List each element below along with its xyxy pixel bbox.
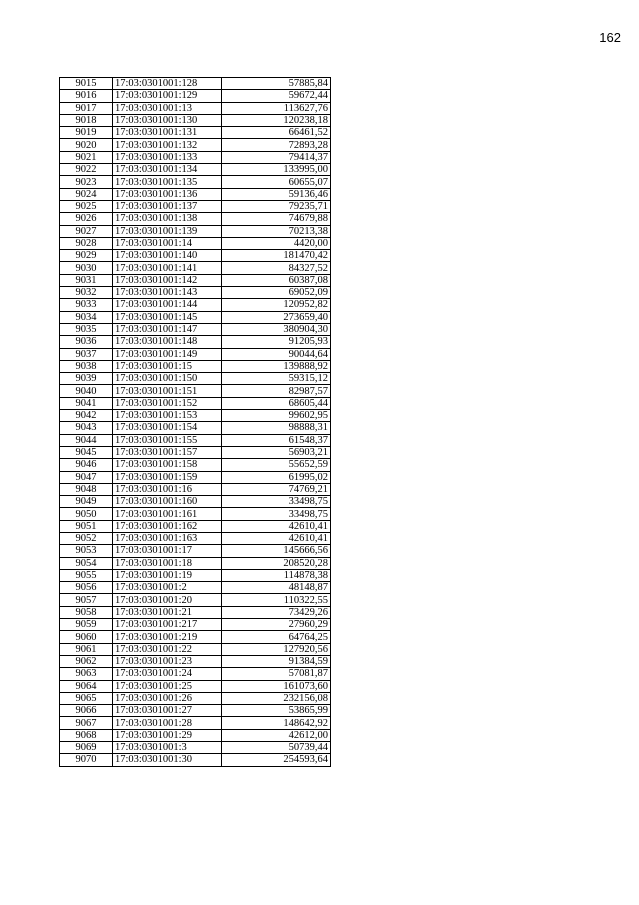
value-cell: 4420,00 xyxy=(222,237,331,249)
row-number-cell: 9042 xyxy=(60,410,113,422)
cadastral-number-cell: 17:03:0301001:24 xyxy=(113,668,222,680)
row-number-cell: 9035 xyxy=(60,323,113,335)
cadastral-number-cell: 17:03:0301001:151 xyxy=(113,385,222,397)
cadastral-number-cell: 17:03:0301001:134 xyxy=(113,164,222,176)
cadastral-number-cell: 17:03:0301001:128 xyxy=(113,78,222,90)
table-row xyxy=(60,434,331,446)
value-cell: 42610,41 xyxy=(222,520,331,532)
value-cell: 120238,18 xyxy=(222,114,331,126)
row-number-cell: 9058 xyxy=(60,606,113,618)
row-number-cell: 9029 xyxy=(60,250,113,262)
value-cell: 98888,31 xyxy=(222,422,331,434)
value-cell: 68605,44 xyxy=(222,397,331,409)
cadastral-number-cell: 17:03:0301001:139 xyxy=(113,225,222,237)
table-row xyxy=(60,311,331,323)
row-number-cell: 9017 xyxy=(60,102,113,114)
row-number-cell: 9049 xyxy=(60,496,113,508)
row-number-cell: 9025 xyxy=(60,200,113,212)
table-row xyxy=(60,114,331,126)
value-cell: 139888,92 xyxy=(222,360,331,372)
value-cell: 70213,38 xyxy=(222,225,331,237)
value-cell: 161073,60 xyxy=(222,680,331,692)
value-cell: 254593,64 xyxy=(222,754,331,766)
value-cell: 79414,37 xyxy=(222,151,331,163)
table-row xyxy=(60,410,331,422)
cadastral-number-cell: 17:03:0301001:15 xyxy=(113,360,222,372)
cadastral-number-cell: 17:03:0301001:16 xyxy=(113,483,222,495)
value-cell: 59315,12 xyxy=(222,373,331,385)
cadastral-number-cell: 17:03:0301001:152 xyxy=(113,397,222,409)
row-number-cell: 9021 xyxy=(60,151,113,163)
row-number-cell: 9032 xyxy=(60,287,113,299)
table-row xyxy=(60,250,331,262)
value-cell: 91384,59 xyxy=(222,655,331,667)
table-row xyxy=(60,606,331,618)
value-cell: 27960,29 xyxy=(222,619,331,631)
row-number-cell: 9051 xyxy=(60,520,113,532)
cadastral-number-cell: 17:03:0301001:137 xyxy=(113,200,222,212)
row-number-cell: 9023 xyxy=(60,176,113,188)
table-row xyxy=(60,705,331,717)
cadastral-number-cell: 17:03:0301001:19 xyxy=(113,569,222,581)
row-number-cell: 9050 xyxy=(60,508,113,520)
table-row xyxy=(60,582,331,594)
row-number-cell: 9056 xyxy=(60,582,113,594)
value-cell: 110322,55 xyxy=(222,594,331,606)
row-number-cell: 9015 xyxy=(60,78,113,90)
cadastral-number-cell: 17:03:0301001:144 xyxy=(113,299,222,311)
table-row xyxy=(60,78,331,90)
row-number-cell: 9031 xyxy=(60,274,113,286)
value-cell: 61548,37 xyxy=(222,434,331,446)
value-cell: 61995,02 xyxy=(222,471,331,483)
table-row xyxy=(60,471,331,483)
table-row xyxy=(60,274,331,286)
row-number-cell: 9057 xyxy=(60,594,113,606)
row-number-cell: 9061 xyxy=(60,643,113,655)
value-cell: 74679,88 xyxy=(222,213,331,225)
table-row xyxy=(60,127,331,139)
value-cell: 91205,93 xyxy=(222,336,331,348)
table-row xyxy=(60,262,331,274)
table-row xyxy=(60,655,331,667)
table-row xyxy=(60,102,331,114)
cadastral-number-cell: 17:03:0301001:145 xyxy=(113,311,222,323)
table-row xyxy=(60,299,331,311)
row-number-cell: 9027 xyxy=(60,225,113,237)
row-number-cell: 9036 xyxy=(60,336,113,348)
cadastral-number-cell: 17:03:0301001:149 xyxy=(113,348,222,360)
cadastral-number-cell: 17:03:0301001:132 xyxy=(113,139,222,151)
row-number-cell: 9038 xyxy=(60,360,113,372)
row-number-cell: 9053 xyxy=(60,545,113,557)
cadastral-number-cell: 17:03:0301001:26 xyxy=(113,692,222,704)
table-row xyxy=(60,336,331,348)
cadastral-number-cell: 17:03:0301001:155 xyxy=(113,434,222,446)
row-number-cell: 9055 xyxy=(60,569,113,581)
cadastral-number-cell: 17:03:0301001:13 xyxy=(113,102,222,114)
row-number-cell: 9020 xyxy=(60,139,113,151)
value-cell: 90044,64 xyxy=(222,348,331,360)
row-number-cell: 9039 xyxy=(60,373,113,385)
value-cell: 59672,44 xyxy=(222,90,331,102)
value-cell: 57081,87 xyxy=(222,668,331,680)
row-number-cell: 9064 xyxy=(60,680,113,692)
row-number-cell: 9070 xyxy=(60,754,113,766)
value-cell: 127920,56 xyxy=(222,643,331,655)
table-body xyxy=(60,78,331,767)
cadastral-number-cell: 17:03:0301001:143 xyxy=(113,287,222,299)
cadastral-number-cell: 17:03:0301001:163 xyxy=(113,532,222,544)
value-cell: 145666,56 xyxy=(222,545,331,557)
row-number-cell: 9030 xyxy=(60,262,113,274)
row-number-cell: 9047 xyxy=(60,471,113,483)
cadastral-number-cell: 17:03:0301001:148 xyxy=(113,336,222,348)
value-cell: 55652,59 xyxy=(222,459,331,471)
table-row xyxy=(60,557,331,569)
row-number-cell: 9067 xyxy=(60,717,113,729)
table-row xyxy=(60,742,331,754)
row-number-cell: 9018 xyxy=(60,114,113,126)
cadastral-number-cell: 17:03:0301001:131 xyxy=(113,127,222,139)
row-number-cell: 9059 xyxy=(60,619,113,631)
value-cell: 59136,46 xyxy=(222,188,331,200)
value-cell: 99602,95 xyxy=(222,410,331,422)
cadastral-number-cell: 17:03:0301001:133 xyxy=(113,151,222,163)
row-number-cell: 9022 xyxy=(60,164,113,176)
table-row xyxy=(60,545,331,557)
table-row xyxy=(60,188,331,200)
value-cell: 73429,26 xyxy=(222,606,331,618)
cadastral-number-cell: 17:03:0301001:28 xyxy=(113,717,222,729)
table-row xyxy=(60,287,331,299)
row-number-cell: 9068 xyxy=(60,729,113,741)
table-row xyxy=(60,496,331,508)
cadastral-number-cell: 17:03:0301001:130 xyxy=(113,114,222,126)
row-number-cell: 9052 xyxy=(60,532,113,544)
cadastral-number-cell: 17:03:0301001:2 xyxy=(113,582,222,594)
cadastral-number-cell: 17:03:0301001:161 xyxy=(113,508,222,520)
table-row xyxy=(60,532,331,544)
table-row xyxy=(60,459,331,471)
table-row xyxy=(60,373,331,385)
row-number-cell: 9065 xyxy=(60,692,113,704)
table-row xyxy=(60,754,331,766)
cadastral-number-cell: 17:03:0301001:27 xyxy=(113,705,222,717)
row-number-cell: 9033 xyxy=(60,299,113,311)
cadastral-number-cell: 17:03:0301001:18 xyxy=(113,557,222,569)
cadastral-number-cell: 17:03:0301001:3 xyxy=(113,742,222,754)
value-cell: 33498,75 xyxy=(222,496,331,508)
value-cell: 50739,44 xyxy=(222,742,331,754)
cadastral-number-cell: 17:03:0301001:154 xyxy=(113,422,222,434)
cadastral-number-cell: 17:03:0301001:138 xyxy=(113,213,222,225)
table-row xyxy=(60,508,331,520)
row-number-cell: 9028 xyxy=(60,237,113,249)
row-number-cell: 9069 xyxy=(60,742,113,754)
cadastral-value-table xyxy=(59,77,331,767)
value-cell: 84327,52 xyxy=(222,262,331,274)
value-cell: 273659,40 xyxy=(222,311,331,323)
table-row xyxy=(60,237,331,249)
table-row xyxy=(60,139,331,151)
table-row xyxy=(60,360,331,372)
row-number-cell: 9041 xyxy=(60,397,113,409)
table-row xyxy=(60,348,331,360)
row-number-cell: 9037 xyxy=(60,348,113,360)
table-row xyxy=(60,729,331,741)
cadastral-number-cell: 17:03:0301001:159 xyxy=(113,471,222,483)
table-row xyxy=(60,323,331,335)
cadastral-number-cell: 17:03:0301001:140 xyxy=(113,250,222,262)
table-row xyxy=(60,594,331,606)
table-row xyxy=(60,680,331,692)
table-row xyxy=(60,520,331,532)
cadastral-number-cell: 17:03:0301001:21 xyxy=(113,606,222,618)
cadastral-number-cell: 17:03:0301001:25 xyxy=(113,680,222,692)
table-row xyxy=(60,225,331,237)
row-number-cell: 9016 xyxy=(60,90,113,102)
value-cell: 53865,99 xyxy=(222,705,331,717)
cadastral-number-cell: 17:03:0301001:29 xyxy=(113,729,222,741)
value-cell: 69052,09 xyxy=(222,287,331,299)
cadastral-number-cell: 17:03:0301001:129 xyxy=(113,90,222,102)
row-number-cell: 9040 xyxy=(60,385,113,397)
row-number-cell: 9034 xyxy=(60,311,113,323)
table-row xyxy=(60,90,331,102)
row-number-cell: 9026 xyxy=(60,213,113,225)
row-number-cell: 9054 xyxy=(60,557,113,569)
cadastral-number-cell: 17:03:0301001:147 xyxy=(113,323,222,335)
cadastral-number-cell: 17:03:0301001:162 xyxy=(113,520,222,532)
row-number-cell: 9048 xyxy=(60,483,113,495)
value-cell: 113627,76 xyxy=(222,102,331,114)
table-row xyxy=(60,631,331,643)
cadastral-number-cell: 17:03:0301001:219 xyxy=(113,631,222,643)
value-cell: 133995,00 xyxy=(222,164,331,176)
table-row xyxy=(60,483,331,495)
value-cell: 42610,41 xyxy=(222,532,331,544)
value-cell: 208520,28 xyxy=(222,557,331,569)
table-row xyxy=(60,619,331,631)
value-cell: 48148,87 xyxy=(222,582,331,594)
table-row xyxy=(60,213,331,225)
value-cell: 66461,52 xyxy=(222,127,331,139)
value-cell: 148642,92 xyxy=(222,717,331,729)
cadastral-number-cell: 17:03:0301001:153 xyxy=(113,410,222,422)
table-row xyxy=(60,569,331,581)
table-row xyxy=(60,164,331,176)
value-cell: 79235,71 xyxy=(222,200,331,212)
row-number-cell: 9024 xyxy=(60,188,113,200)
value-cell: 60655,07 xyxy=(222,176,331,188)
value-cell: 82987,57 xyxy=(222,385,331,397)
value-cell: 380904,30 xyxy=(222,323,331,335)
value-cell: 120952,82 xyxy=(222,299,331,311)
row-number-cell: 9019 xyxy=(60,127,113,139)
value-cell: 57885,84 xyxy=(222,78,331,90)
table-row xyxy=(60,643,331,655)
value-cell: 64764,25 xyxy=(222,631,331,643)
value-cell: 72893,28 xyxy=(222,139,331,151)
value-cell: 60387,08 xyxy=(222,274,331,286)
cadastral-number-cell: 17:03:0301001:17 xyxy=(113,545,222,557)
cadastral-number-cell: 17:03:0301001:14 xyxy=(113,237,222,249)
value-cell: 42612,00 xyxy=(222,729,331,741)
cadastral-number-cell: 17:03:0301001:158 xyxy=(113,459,222,471)
table-row xyxy=(60,176,331,188)
value-cell: 232156,08 xyxy=(222,692,331,704)
table-row xyxy=(60,200,331,212)
cadastral-number-cell: 17:03:0301001:157 xyxy=(113,446,222,458)
row-number-cell: 9063 xyxy=(60,668,113,680)
table-row xyxy=(60,446,331,458)
cadastral-number-cell: 17:03:0301001:217 xyxy=(113,619,222,631)
table-row xyxy=(60,151,331,163)
cadastral-number-cell: 17:03:0301001:22 xyxy=(113,643,222,655)
table-row xyxy=(60,668,331,680)
table-row xyxy=(60,397,331,409)
cadastral-number-cell: 17:03:0301001:30 xyxy=(113,754,222,766)
cadastral-number-cell: 17:03:0301001:142 xyxy=(113,274,222,286)
value-cell: 74769,21 xyxy=(222,483,331,495)
row-number-cell: 9066 xyxy=(60,705,113,717)
table-row xyxy=(60,422,331,434)
value-cell: 114878,38 xyxy=(222,569,331,581)
value-cell: 33498,75 xyxy=(222,508,331,520)
table-row xyxy=(60,717,331,729)
cadastral-number-cell: 17:03:0301001:160 xyxy=(113,496,222,508)
row-number-cell: 9043 xyxy=(60,422,113,434)
value-cell: 56903,21 xyxy=(222,446,331,458)
row-number-cell: 9045 xyxy=(60,446,113,458)
row-number-cell: 9046 xyxy=(60,459,113,471)
row-number-cell: 9044 xyxy=(60,434,113,446)
page-number: 162 xyxy=(599,30,621,45)
cadastral-number-cell: 17:03:0301001:141 xyxy=(113,262,222,274)
cadastral-number-cell: 17:03:0301001:135 xyxy=(113,176,222,188)
cadastral-number-cell: 17:03:0301001:23 xyxy=(113,655,222,667)
cadastral-number-cell: 17:03:0301001:136 xyxy=(113,188,222,200)
row-number-cell: 9060 xyxy=(60,631,113,643)
row-number-cell: 9062 xyxy=(60,655,113,667)
table-row xyxy=(60,385,331,397)
value-cell: 181470,42 xyxy=(222,250,331,262)
cadastral-number-cell: 17:03:0301001:20 xyxy=(113,594,222,606)
cadastral-number-cell: 17:03:0301001:150 xyxy=(113,373,222,385)
table-row xyxy=(60,692,331,704)
